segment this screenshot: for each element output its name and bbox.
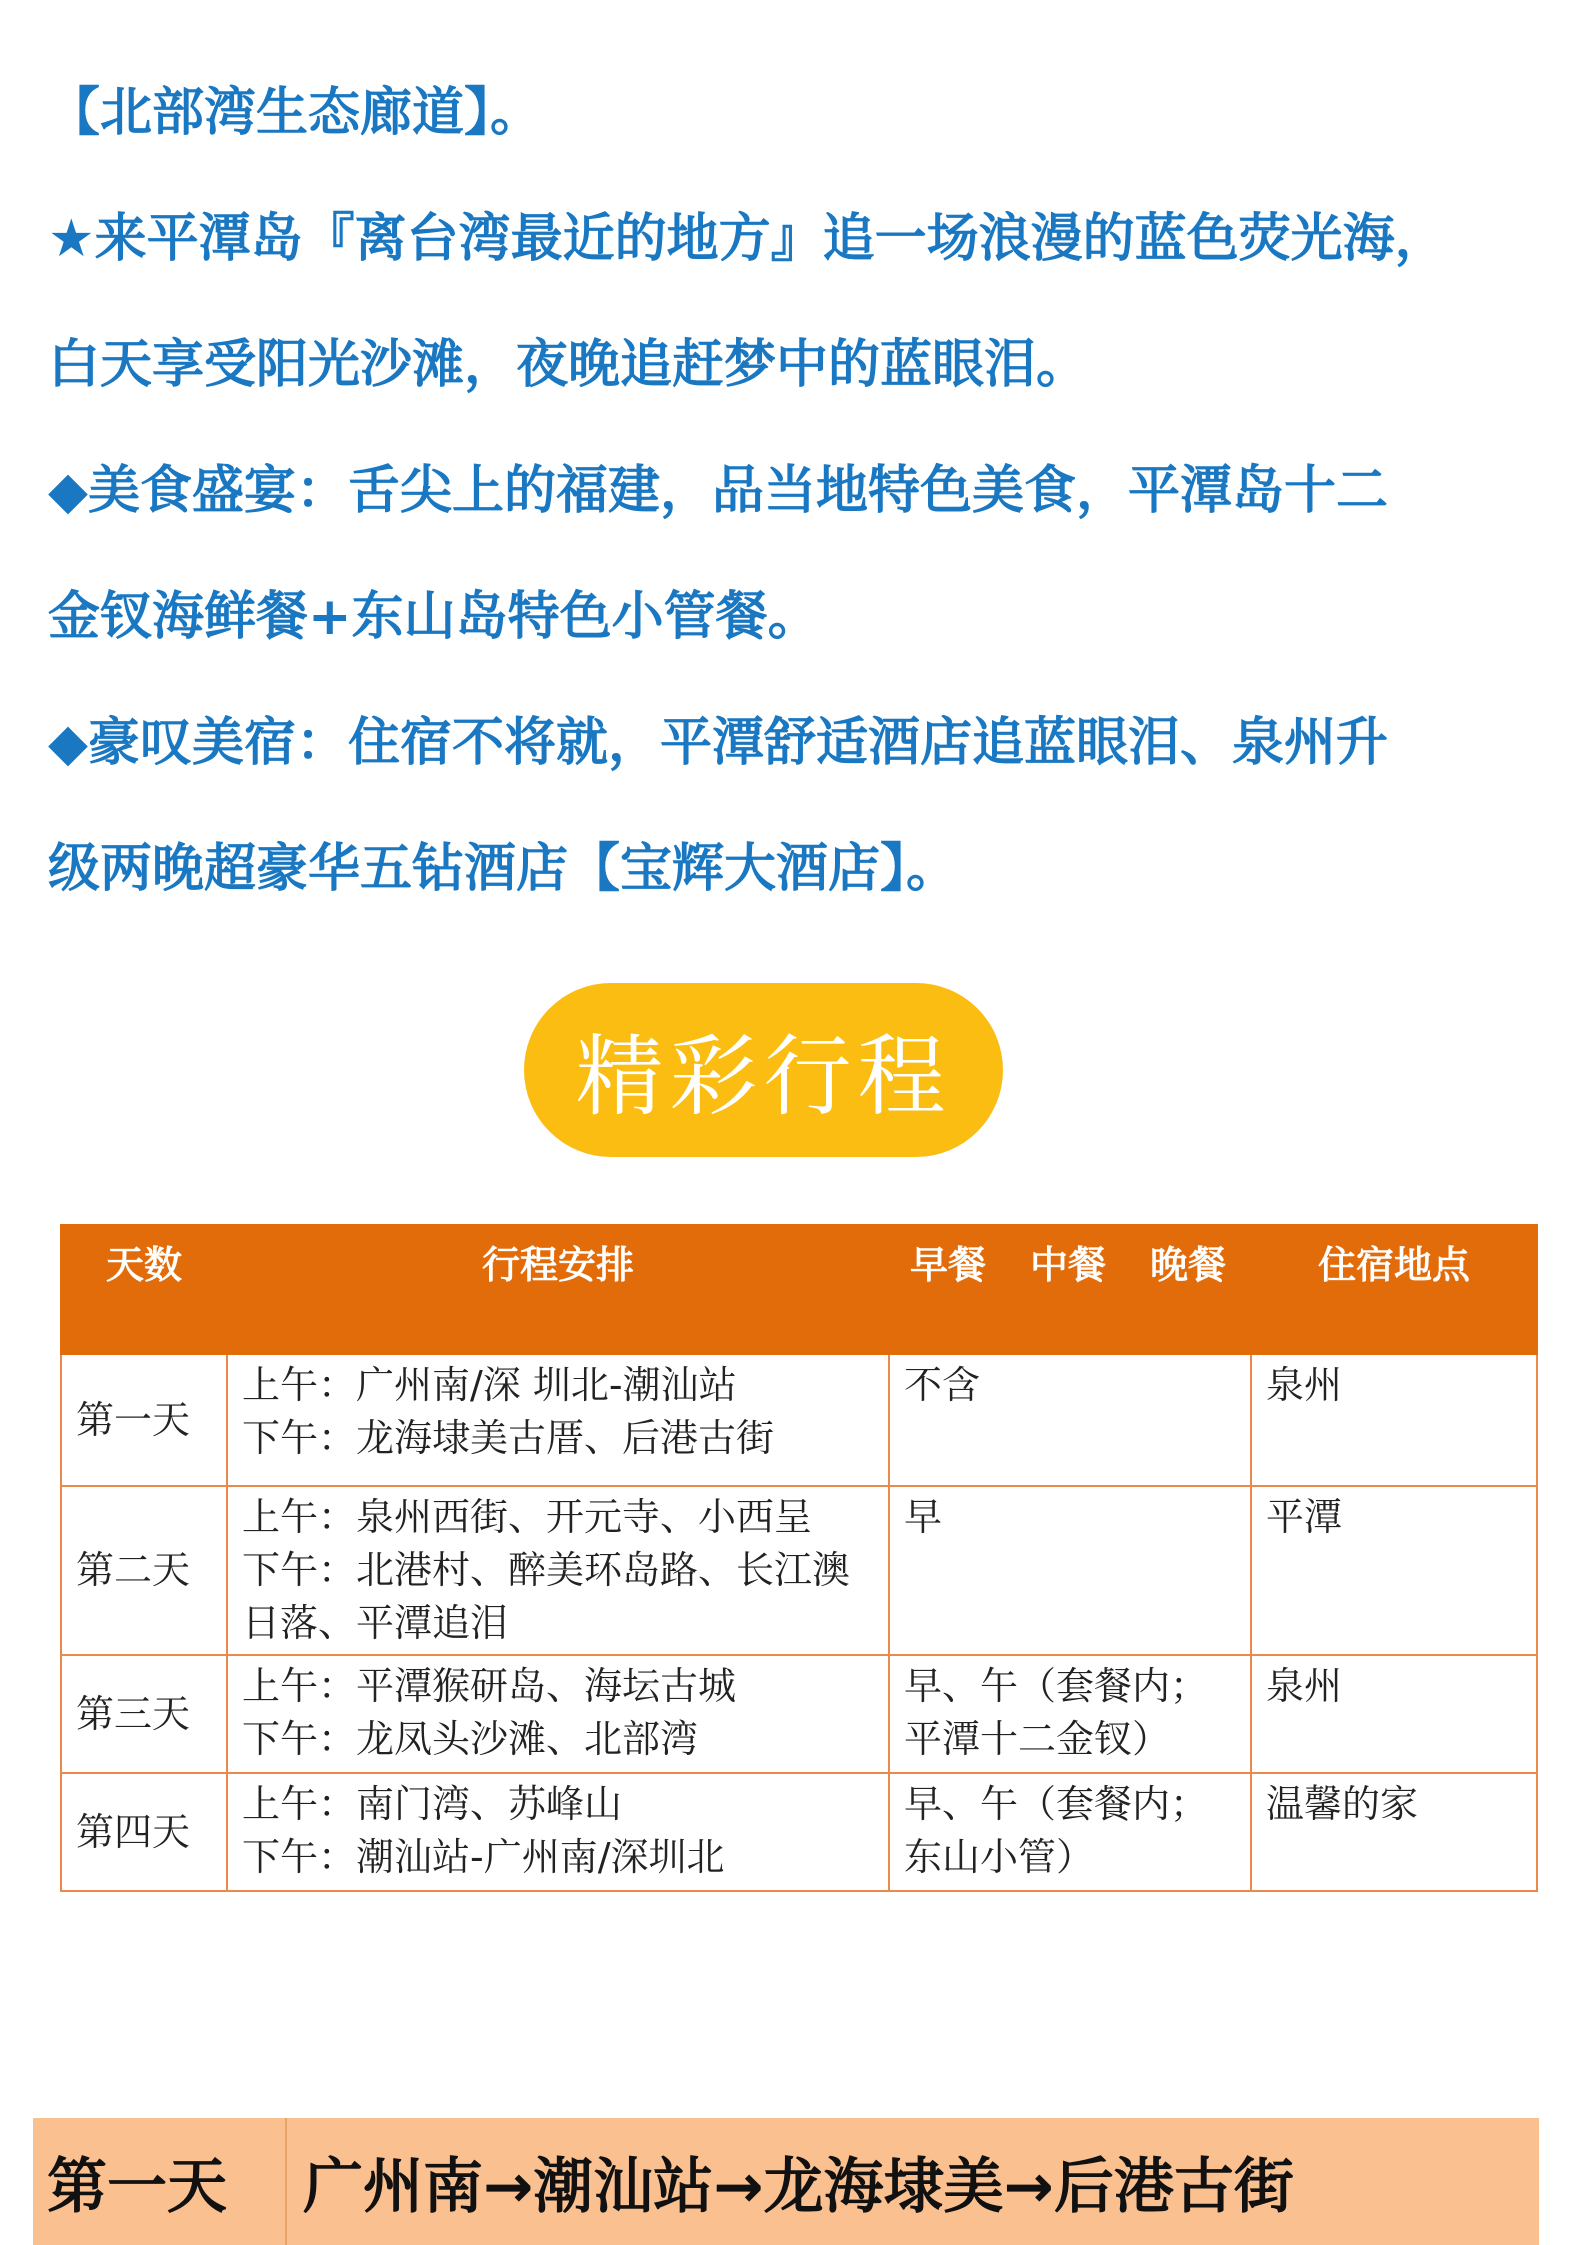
plan-line: 上午：泉州西街、开元寺、小西呈 [242,1495,813,1539]
row-day: 第四天 [61,1773,227,1891]
row-plan [227,1773,889,1891]
row-day: 第二天 [61,1486,227,1655]
plan-line: 下午：潮汕站-广州南/深圳北 [242,1835,725,1879]
day-one-banner [33,2118,1539,2245]
meals-line: 早、午（套餐内； [904,1664,1209,1708]
row-meals [889,1655,1251,1773]
intro-line: 金钗海鲜餐+东山岛特色小管餐。 [48,587,820,647]
row-plan [227,1486,889,1655]
plan-line: 下午：龙海埭美古厝、后港古街 [242,1416,775,1460]
header-day: 天数 [61,1225,227,1354]
section-title: 精彩行程 [524,983,1003,1157]
row-stay: 温馨的家 [1251,1773,1537,1891]
meals-line: 早 [904,1495,943,1539]
intro-highlights [48,50,1558,932]
plan-line: 日落、平潭追泪 [242,1601,509,1645]
row-plan [227,1354,889,1486]
row-stay: 平潭 [1251,1486,1537,1655]
intro-line: 白天享受阳光沙滩，夜晚追赶梦中的蓝眼泪。 [48,335,1089,395]
row-stay: 泉州 [1251,1354,1537,1486]
meals-line: 平潭十二金钗） [904,1717,1171,1761]
intro-line: 【北部湾生态廊道】。 [48,83,543,143]
table-row [61,1354,1537,1486]
plan-line: 上午：广州南/深 圳北-潮汕站 [242,1363,737,1407]
intro-line: 级两晚超豪华五钻酒店【宝辉大酒店】。 [48,839,959,899]
row-meals [889,1773,1251,1891]
header-breakfast: 早餐 [910,1243,987,1287]
row-meals [889,1354,1251,1486]
intro-line: ◆美食盛宴：舌尖上的福建，品当地特色美食，平潭岛十二 [48,461,1388,521]
row-day: 第一天 [61,1354,227,1486]
row-plan [227,1655,889,1773]
day-banner-route: 广州南→潮汕站→龙海埭美→后港古街 [303,2151,1294,2222]
table-row [61,1486,1537,1655]
header-dinner: 晚餐 [1150,1243,1227,1287]
meals-line: 不含 [904,1363,981,1407]
table-row [61,1773,1537,1891]
itinerary-table [60,1224,1538,1892]
plan-line: 下午：龙凤头沙滩、北部湾 [242,1717,699,1761]
meals-line: 早、午（套餐内； [904,1782,1209,1826]
header-stay: 住宿地点 [1251,1225,1537,1354]
meals-line: 东山小管） [904,1835,1095,1879]
table-header-row [61,1225,1537,1354]
intro-line: ★来平潭岛『离台湾最近的地方』追一场浪漫的蓝色荧光海， [48,209,1447,269]
plan-line: 下午：北港村、醉美环岛路、长江澳 [242,1548,851,1592]
header-plan: 行程安排 [227,1225,889,1354]
table-row [61,1655,1537,1773]
intro-line: ◆豪叹美宿：住宿不将就，平潭舒适酒店追蓝眼泪、泉州升 [48,713,1388,773]
day-banner-label: 第一天 [33,2118,287,2245]
row-stay: 泉州 [1251,1655,1537,1773]
plan-line: 上午：南门湾、苏峰山 [242,1782,623,1826]
header-meals [889,1225,1251,1354]
plan-line: 上午：平潭猴研岛、海坛古城 [242,1664,737,1708]
row-day: 第三天 [61,1655,227,1773]
row-meals [889,1486,1251,1655]
header-lunch: 中餐 [1030,1243,1107,1287]
